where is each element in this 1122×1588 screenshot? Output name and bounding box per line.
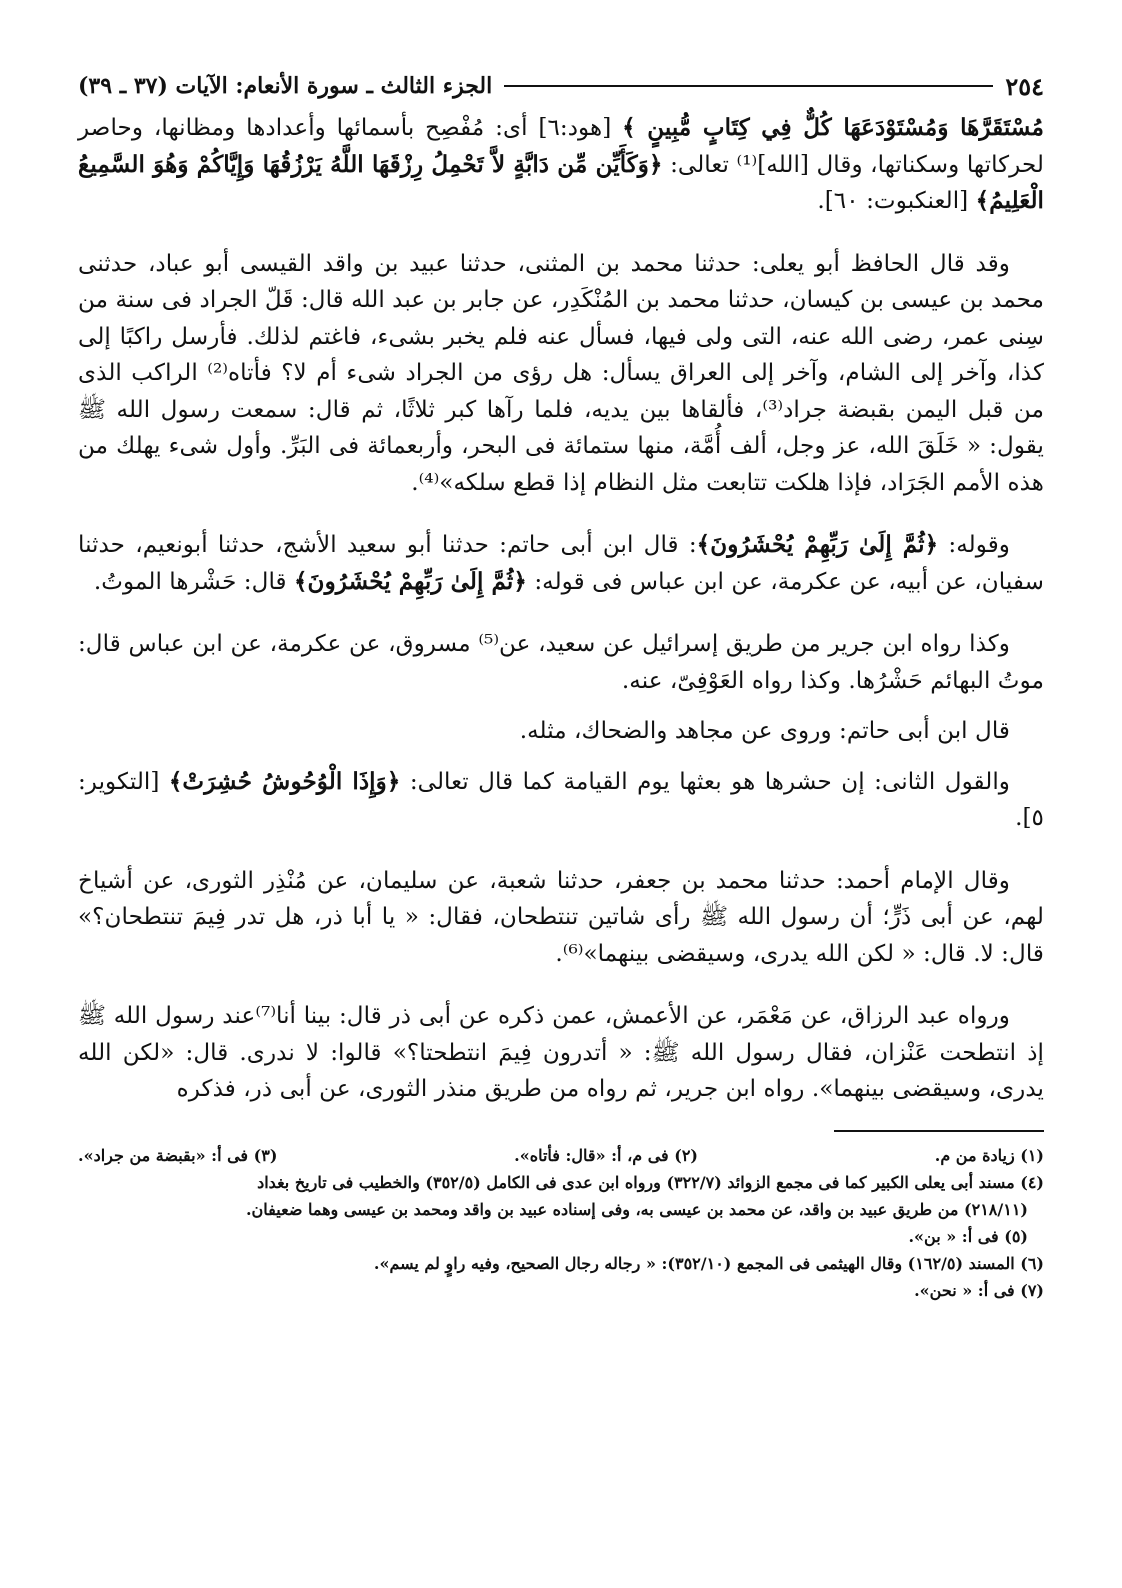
paragraph-text: .	[411, 468, 419, 496]
body-text	[78, 110, 1044, 1108]
paragraph-text: ⁽³⁾	[762, 395, 784, 423]
running-header	[78, 66, 1044, 106]
footnote-4-continued: (٢١٨/١١) من طريق عبيد بن واقد، عن محمد بن عيسى به، وفى إسناده عبيد بن واقد ومحمد بن عيسى وهما ضعيفان.	[245, 1199, 1028, 1219]
paragraph-text: تعالى:	[662, 150, 737, 178]
footnote-4: (٤) مسند أبى يعلى الكبير كما فى مجمع الزوائد (٣٢٢/٧) ورواه ابن عدى فى الكامل (٣٥٢/٥) والخطيب فى تاريخ بغداد	[257, 1172, 1044, 1192]
paragraph-text: وقال الإمام أحمد: حدثنا محمد بن جعفر، حدثنا شعبة، عن سليمان، عن مُنْذِر الثورى، عن أشياخ لهم، عن أبى ذَرٍّ؛ أن رسول الله ﷺ رأى شاتين تنتطحان، فقال: « يا أبا ذر، هل تدر فِيمَ تنتطحان؟» قال: لا. قال: « لكن الله يدرى، وسيقضى بينهما»	[78, 866, 1044, 967]
quran-verse: ﴿وَكَأَيِّن مِّن دَابَّةٍ لاَّ تَحْمِلُ رِزْقَهَا اللَّهُ يَرْزُقُهَا وَإِيَّاكُمْ وَهُوَ السَّمِيعُ الْعَلِيمُ﴾	[78, 150, 1044, 214]
paragraph-text: ⁽⁷⁾	[255, 1002, 277, 1029]
page-number: ٢٥٤	[1005, 71, 1044, 101]
footnote-2: (٢) فى م، أ: «قال: فأتاه».	[514, 1145, 698, 1165]
footnote-rule	[834, 1130, 1044, 1132]
quran-verse: مُسْتَقَرَّهَا وَمُسْتَوْدَعَهَا كُلٌّ فِي كِتَابٍ مُّبِينٍ ﴾	[622, 114, 1044, 141]
paragraph-text: [هود:٦] أى: مُفْصِح بأسمائها وأعدادها ومظانها، وحاصر لحركاتها وسكناتها، وقال [الله]	[78, 114, 1044, 178]
paragraph	[78, 998, 1044, 1108]
quran-verse: ﴿ثُمَّ إِلَىٰ رَبِّهِمْ يُحْشَرُونَ﴾	[293, 567, 527, 595]
paragraph-text: عند رسول الله ﷺ إذ انتطحت عَنْزان، فقال رسول الله ﷺ: « أتدرون فِيمَ انتطحتا؟» قالوا: لا ندرى. قال: «لكن الله يدرى، وسيقضى بينهما». رواه ابن جرير، ثم رواه من طريق منذر الثورى، عن أبى ذر، فذكره	[78, 1002, 1044, 1102]
paragraph-text: ورواه عبد الرزاق، عن مَعْمَر، عن الأعمش، عمن ذكره عن أبى ذر قال: بينا أنا	[276, 1002, 1010, 1029]
footnote-6: (٦) المسند (١٦٢/٥) وقال الهيثمى فى المجمع (٣٥٢/١٠): « رجاله رجال الصحيح، وفيه راوٍ لم يسم».	[373, 1253, 1044, 1273]
paragraph-text: ⁽⁶⁾	[562, 939, 584, 967]
paragraph	[78, 863, 1044, 973]
paragraph-text: قال: حَشْرها الموتُ.	[93, 567, 294, 595]
paragraph	[78, 110, 1044, 220]
paragraph-text: ⁽⁵⁾	[478, 630, 500, 657]
paragraph-text: وقوله:	[938, 531, 1010, 558]
header-rule	[504, 85, 993, 87]
quran-verse: ﴿وَإِذَا الْوُحُوشُ حُشِرَتْ﴾	[168, 767, 401, 795]
footnote-3: (٣) فى أ: «بقبضة من جراد».	[78, 1145, 278, 1165]
quran-verse: ﴿ثُمَّ إِلَىٰ رَبِّهِمْ يُحْشَرُونَ﴾	[696, 531, 939, 558]
paragraph-text: مسروق، عن عكرمة، عن ابن عباس قال: موتُ البهائم حَشْرُها. وكذا رواه العَوْفِىّ، عنه.	[78, 630, 1044, 694]
footnote-1: (١) زيادة من م.	[934, 1145, 1044, 1165]
paragraph-text: ، فألقاها بين يديه، فلما رآها كبر ثلاثًا، ثم قال: سمعت رسول الله ﷺ يقول: « خَلَقَ الله، عز وجل، ألف أُمَّة، منها ستمائة فى البحر، وأربعمائة فى البَرِّ. وأول شىء يهلك من هذه الأمم الجَرَاد، فإذا هلكت تتابعت مثل النظام إذا قطع سلكه»	[78, 395, 1044, 496]
footnote-5: (٥) فى أ: « بن».	[908, 1226, 1028, 1246]
paragraph-text: ⁽⁴⁾	[418, 468, 440, 496]
paragraph-text: وقد قال الحافظ أبو يعلى: حدثنا محمد بن المثنى، حدثنا عبيد بن واقد القيسى أبو عباد، حدثنى محمد بن عيسى بن كيسان، حدثنا محمد بن المُنْكَدِر، عن جابر بن عبد الله قال: قَلّ الجراد فى سنة من سِنى عمر، رضى الله عنه، التى ولى فيها، فسأل عنه فلم يخبر بشىء، فاغتم لذلك. فأرسل راكبًا إلى كذا، وآخر إلى الشام، وآخر إلى العراق يسأل: هل رؤى من الجراد شىء أم لا؟ فأتاه	[78, 249, 1044, 386]
paragraph-text: [التكوير: ٥].	[78, 767, 1044, 831]
paragraph-text: قال ابن أبى حاتم: وروى عن مجاهد والضحاك، مثله.	[519, 717, 1010, 744]
paragraph-text: [العنكبوت: ٦٠].	[817, 187, 976, 214]
header-title: الجزء الثالث ـ سورة الأنعام: الآيات (٣٧ ـ ٣٩)	[78, 73, 493, 99]
paragraph	[78, 626, 1044, 699]
paragraph	[78, 713, 1044, 750]
paragraph	[78, 527, 1044, 600]
paragraph-text: ⁽²⁾	[207, 359, 228, 386]
paragraph-text: الراكب الذى من قبل اليمن بقبضة جراد	[78, 359, 1045, 423]
paragraph	[78, 246, 1044, 502]
paragraph-text: وكذا رواه ابن جرير من طريق إسرائيل عن سعيد، عن	[499, 630, 1010, 657]
paragraph-text: .	[555, 939, 563, 967]
footnote-row	[78, 1142, 1044, 1169]
paragraph-text: : قال ابن أبى حاتم: حدثنا أبو سعيد الأشج، حدثنا أبونعيم، حدثنا سفيان، عن أبيه، عن عكرمة، عن ابن عباس فى قوله:	[78, 531, 1044, 595]
book-page	[78, 66, 1044, 1304]
paragraph-text: ⁽¹⁾	[736, 150, 758, 178]
paragraph	[78, 764, 1044, 837]
paragraph-text: والقول الثانى: إن حشرها هو بعثها يوم القيامة كما قال تعالى:	[400, 767, 1010, 795]
footnote-7: (٧) فى أ: « نحن».	[914, 1280, 1044, 1300]
footnotes	[78, 1142, 1044, 1304]
